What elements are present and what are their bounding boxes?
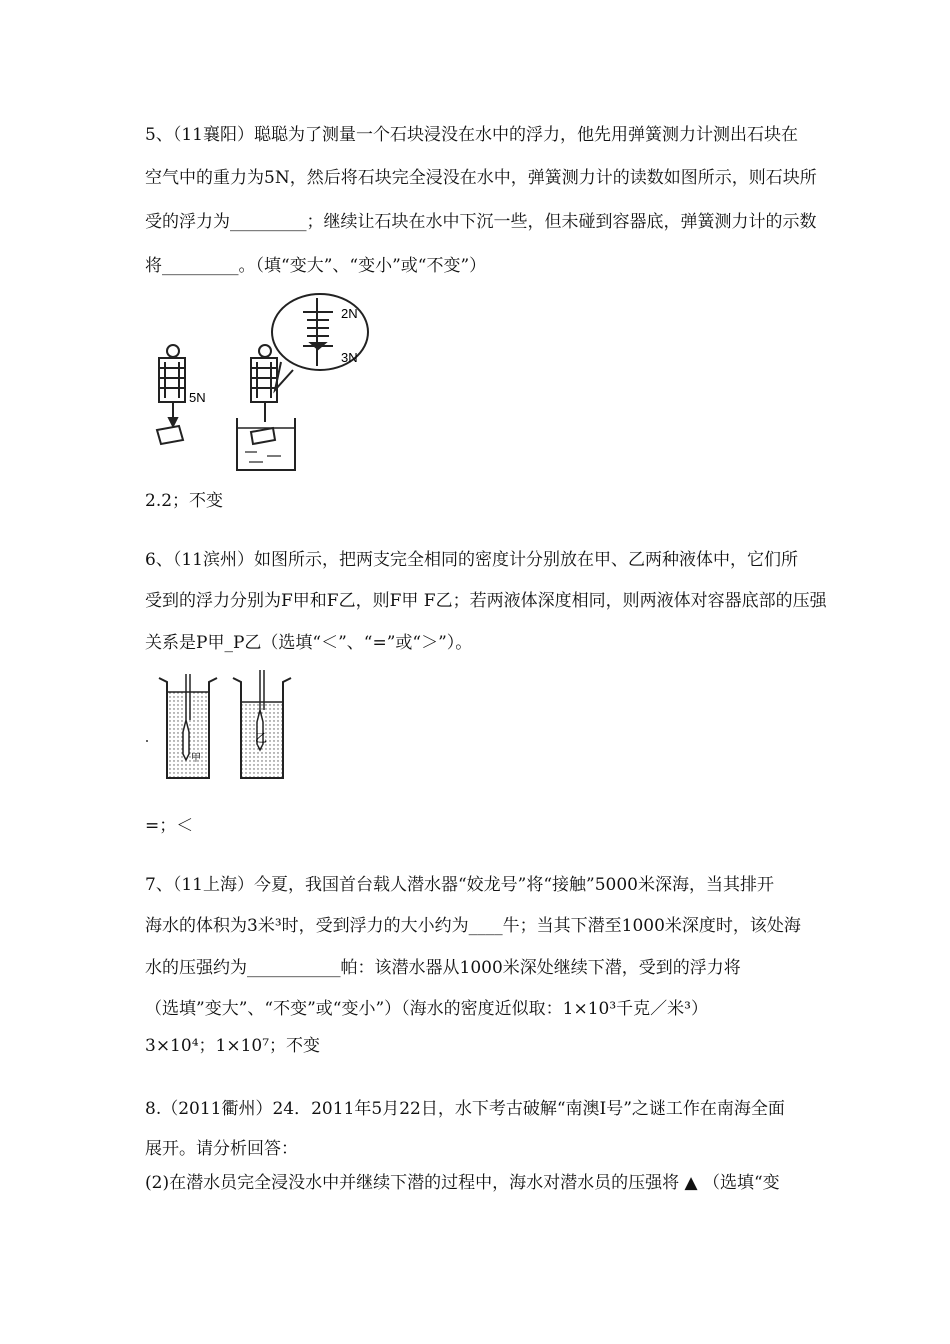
label-jia: 甲 bbox=[191, 753, 201, 764]
q7-line-4: （选填”变大”、“不变”或“变小”）（海水的密度近似取：1×10³千克／米³） bbox=[145, 999, 708, 1019]
spring-scale-figure bbox=[145, 292, 370, 482]
scale-2n-label: 2N bbox=[341, 306, 358, 321]
q6-answer: =；＜ bbox=[145, 816, 194, 836]
hydrometer-figure bbox=[145, 668, 305, 788]
q6-line-3: 关系是P甲_P乙（选填“＜”、“=”或“＞”）。 bbox=[145, 633, 473, 653]
q7-answer: 3×10⁴；1×10⁷；不变 bbox=[145, 1036, 321, 1056]
label-yi: 乙 bbox=[255, 731, 268, 745]
q6-line-1: 6、（11滨州）如图所示，把两支完全相同的密度计分别放在甲、乙两种液体中，它们所 bbox=[145, 550, 798, 570]
q5-line-1: 5、（11襄阳）聪聪为了测量一个石块浸没在水中的浮力，他先用弹簧测力计测出石块在 bbox=[145, 125, 798, 145]
q8-line-2: 展开。请分析回答： bbox=[145, 1139, 298, 1159]
q5-line-3: 受的浮力为_________；继续让石块在水中下沉一些，但未碰到容器底，弹簧测力计的示数 bbox=[145, 212, 817, 232]
q8-line-1: 8.（2011衢州）24．2011年5月22日，水下考古破解“南澳Ⅰ号”之谜工作在南海全面 bbox=[145, 1099, 785, 1119]
q5-line-2: 空气中的重力为5N，然后将石块完全浸没在水中，弹簧测力计的读数如图所示，则石块所 bbox=[145, 168, 817, 188]
scale-3n-label: 3N bbox=[341, 350, 358, 365]
q7-line-1: 7、（11上海）今夏，我国首台载人潜水器“姣龙号”将“接触”5000米深海，当其排开 bbox=[145, 875, 774, 895]
q6-line-2: 受到的浮力分别为F甲和F乙，则F甲 F乙；若两液体深度相同，则两液体对容器底部的压强 bbox=[145, 591, 827, 611]
q7-line-2: 海水的体积为3米³时，受到浮力的大小约为____牛；当其下潜至1000米深度时，该处海 bbox=[145, 916, 801, 936]
weight-label: 5N bbox=[189, 390, 206, 405]
q5-line-4: 将_________。（填“变大”、“变小”或“不变”） bbox=[145, 256, 487, 276]
q7-line-3: 水的压强约为___________帕：该潜水器从1000米深处继续下潜，受到的浮力将 bbox=[145, 958, 741, 978]
q5-answer: 2.2；不变 bbox=[145, 491, 224, 511]
q8-line-3: (2)在潜水员完全浸没水中并继续下潜的过程中，海水对潜水员的压强将 ▲ （选填“变 bbox=[145, 1173, 780, 1193]
